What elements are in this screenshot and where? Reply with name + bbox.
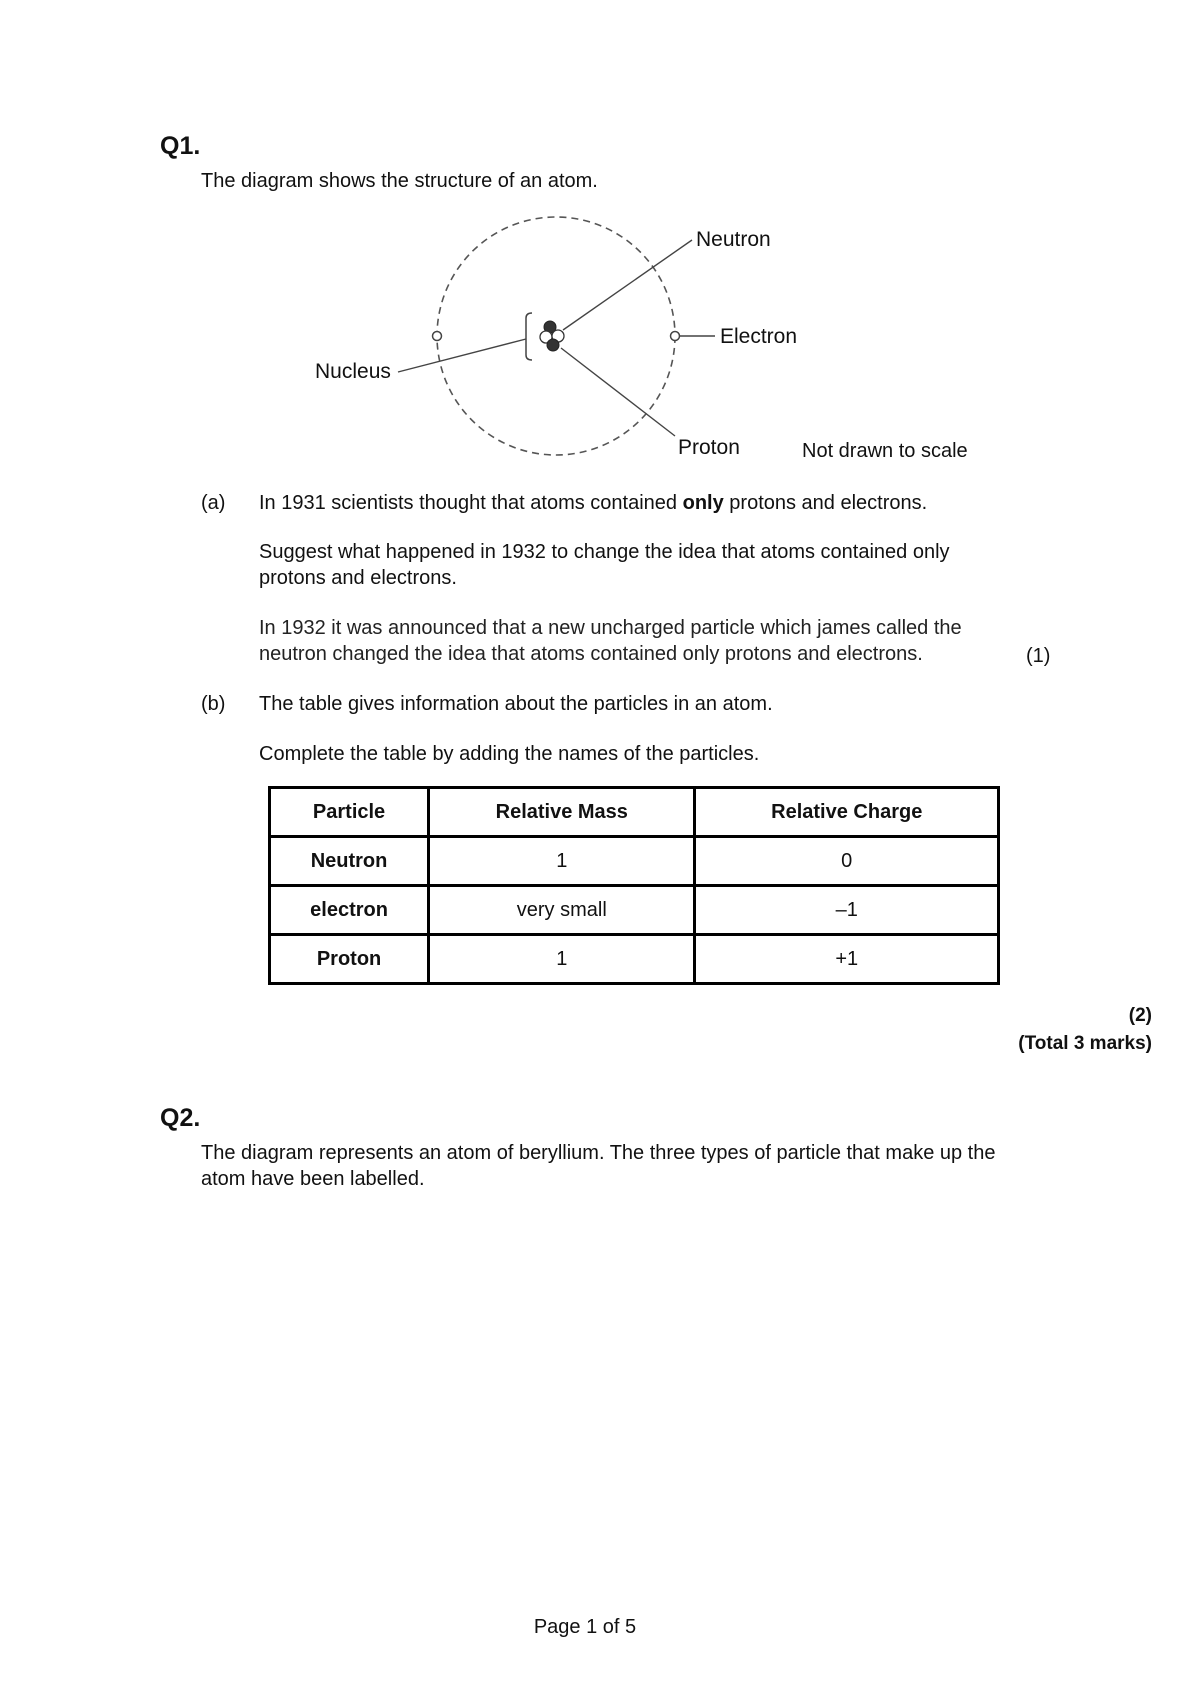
particle-name: Proton	[270, 935, 429, 984]
label-proton: Proton	[678, 436, 740, 459]
table-header-row	[270, 788, 999, 837]
label-electron: Electron	[720, 325, 798, 348]
scale-note: Not drawn to scale	[802, 440, 968, 462]
relative-charge: –1	[695, 886, 999, 935]
part-a-label: (a)	[201, 492, 226, 514]
relative-charge: +1	[695, 935, 999, 984]
emphasis-only: only	[682, 492, 724, 514]
relative-charge: 0	[695, 837, 999, 886]
part-a-question-line-2: protons and electrons.	[259, 567, 457, 589]
part-b-line-1: The table gives information about the particles in an atom.	[259, 693, 773, 715]
relative-mass: 1	[429, 935, 695, 984]
question-2-intro-line-1: The diagram represents an atom of beryllium. The three types of particle that make up the	[201, 1142, 996, 1164]
page-number: Page 1 of 5	[533, 1616, 637, 1638]
nucleus-leader	[398, 339, 526, 372]
part-b-mark: (2)	[1128, 1005, 1152, 1026]
label-nucleus: Nucleus	[315, 360, 391, 383]
header-relative-mass: Relative Mass	[429, 788, 695, 837]
part-b-line-2: Complete the table by adding the names of the particles.	[259, 743, 760, 765]
header-relative-charge: Relative Charge	[695, 788, 999, 837]
question-2-number: Q2.	[160, 1104, 201, 1132]
table-row	[270, 886, 999, 935]
nucleus-bracket	[526, 313, 532, 360]
relative-mass: very small	[429, 886, 695, 935]
header-particle: Particle	[270, 788, 429, 837]
part-a-question-line-1: Suggest what happened in 1932 to change the idea that atoms contained only	[259, 541, 950, 563]
electron-right	[671, 332, 680, 341]
particle-name: electron	[270, 886, 429, 935]
part-a-statement: In 1931 scientists thought that atoms contained only protons and electrons.	[259, 492, 928, 514]
electron-left	[433, 332, 442, 341]
relative-mass: 1	[429, 837, 695, 886]
part-a-answer-line-2: neutron changed the idea that atoms contained only protons and electrons.	[259, 643, 923, 665]
proton-leader	[561, 348, 675, 436]
atom-diagram	[280, 205, 1020, 465]
question-1-number: Q1.	[160, 132, 201, 160]
question-2-intro-line-2: atom have been labelled.	[201, 1168, 425, 1190]
part-b-label: (b)	[201, 693, 226, 715]
table-row	[270, 935, 999, 984]
question-1-total: (Total 3 marks)	[1018, 1033, 1152, 1054]
label-neutron: Neutron	[696, 228, 771, 251]
neutron-leader	[563, 240, 692, 330]
part-a-answer-line-1: In 1932 it was announced that a new uncharged particle which james called the	[259, 617, 962, 639]
part-a-mark: (1)	[1026, 645, 1051, 667]
nucleus	[540, 321, 564, 351]
particles-table	[268, 786, 1000, 985]
table-row	[270, 837, 999, 886]
particle-name: Neutron	[270, 837, 429, 886]
question-1-intro: The diagram shows the structure of an atom.	[201, 170, 598, 192]
